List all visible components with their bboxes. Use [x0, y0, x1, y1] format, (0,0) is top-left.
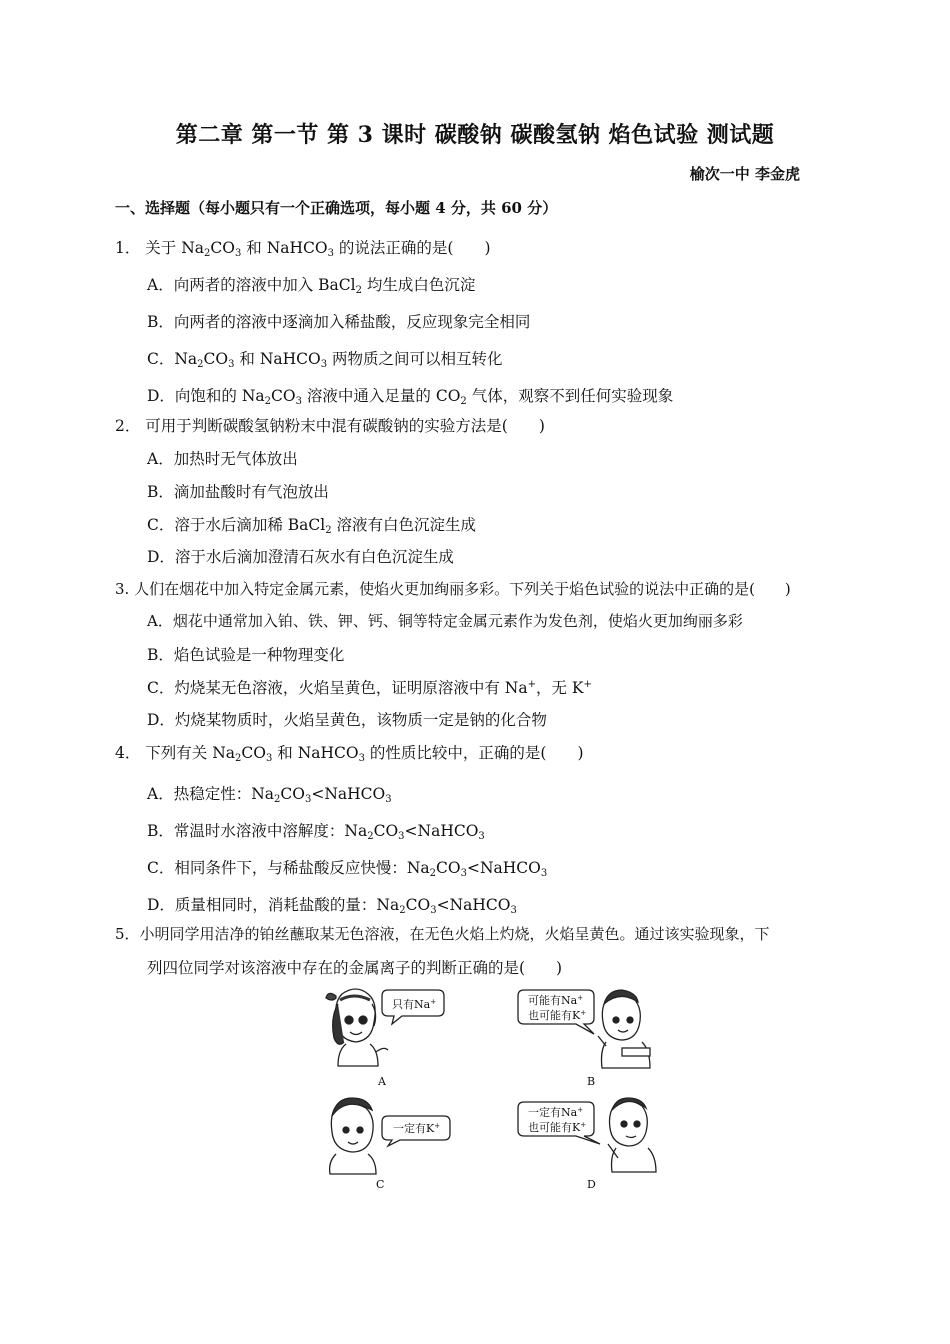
page-title: 第二章 第一节 第 3 课时 碳酸钠 碳酸氢钠 焰色试验 测试题	[175, 122, 775, 148]
child-c-illustration	[330, 1098, 376, 1174]
bubble-d-text-2: 也可能有K+	[528, 1121, 587, 1134]
section-heading: 一、选择题（每小题只有一个正确选项，每小题 4 分，共 60 分）	[115, 199, 558, 217]
bubble-d-text-1: 一定有Na+	[528, 1106, 584, 1119]
question-2-option-a: A．加热时无气体放出	[147, 450, 298, 468]
question-1-stem: 1． 关于 $Na_2CO_3$ 和 NaHCO$_3$ 的说法正确的是( )	[115, 239, 491, 259]
question-4-stem: 4． 下列有关 $Na_2CO_3$ 和 NaHCO$_3$ 的性质比较中，正确的是( )	[115, 744, 584, 764]
question-5-stem-continued: 列四位同学对该溶液中存在的金属离子的判断正确的是( )	[147, 959, 563, 977]
question-3-option-c: C．灼烧某无色溶液，火焰呈黄色，证明原溶液中有 Na+，无 K+	[147, 679, 592, 697]
question-2-option-b: B．滴加盐酸时有气泡放出	[147, 483, 329, 501]
question-4-option-d: D．质量相同时，消耗盐酸的量：$Na_2CO_3<NaHCO_3$	[147, 896, 517, 916]
bubble-b-text-1: 可能有Na+	[528, 994, 584, 1007]
bubble-b-text-2: 也可能有K+	[528, 1009, 587, 1022]
question-3-option-a: A．烟花中通常加入铂、铁、钾、钙、铜等特定金属元素作为发色剂，使焰火更加绚丽多彩	[147, 612, 743, 630]
speech-bubble-d	[518, 1102, 600, 1144]
question-5-stem: 5．小明同学用洁净的铂丝蘸取某无色溶液，在无色火焰上灼烧，火焰呈黄色。通过该实验现象，下	[115, 925, 770, 943]
author-line: 榆次一中 李金虎	[689, 165, 800, 183]
figure-label-c: C	[376, 1178, 385, 1191]
child-a-illustration	[326, 989, 388, 1066]
figure-label-d: D	[587, 1178, 596, 1191]
question-1-option-b: B．向两者的溶液中逐滴加入稀盐酸，反应现象完全相同	[147, 313, 531, 331]
question-1-option-d: D．向饱和的 $Na_2CO_3$ 溶液中通入足量的 $CO_2$ 气体，观察不到任何实验现象	[147, 387, 674, 407]
question-2-option-c: C．溶于水后滴加稀 BaCl$_2$ 溶液有白色沉淀生成	[147, 516, 477, 536]
child-b-illustration	[598, 990, 650, 1068]
bubble-c-text: 一定有K+	[393, 1122, 441, 1135]
question-4-option-b: B．常温时水溶液中溶解度：$Na_2CO_3<NaHCO_3$	[147, 822, 485, 842]
figure-label-b: B	[587, 1075, 596, 1088]
speech-bubble-c	[382, 1116, 450, 1146]
figure-label-a: A	[378, 1075, 386, 1088]
question-3-option-d: D．灼烧某物质时，火焰呈黄色，该物质一定是钠的化合物	[147, 711, 547, 729]
speech-bubble-b	[518, 990, 594, 1034]
bubble-a-text: 只有Na+	[392, 998, 437, 1011]
question-2-option-d: D．溶于水后滴加澄清石灰水有白色沉淀生成	[147, 548, 454, 566]
question-1-option-c: C．$Na_2CO_3$ 和 NaHCO$_3$ 两物质之间可以相互转化	[147, 350, 503, 370]
child-d-illustration	[608, 1098, 656, 1172]
question-1-option-a: A．向两者的溶液中加入 BaCl$_2$ 均生成白色沉淀	[147, 276, 476, 296]
question-4-option-a: A．热稳定性：$Na_2CO_3<NaHCO_3$	[147, 785, 392, 805]
speech-bubble-a	[382, 990, 444, 1024]
question-3-stem: 3. 人们在烟花中加入特定金属元素，使焰火更加绚丽多彩。下列关于焰色试验的说法中正确的是( )	[115, 580, 791, 598]
question-4-option-c: C．相同条件下，与稀盐酸反应快慢：$Na_2CO_3<NaHCO_3$	[147, 859, 548, 879]
question-2-stem: 2． 可用于判断碳酸氢钠粉末中混有碳酸钠的实验方法是( )	[115, 417, 545, 435]
question-5-figure	[322, 982, 662, 1194]
question-3-option-b: B．焰色试验是一种物理变化	[147, 646, 345, 664]
